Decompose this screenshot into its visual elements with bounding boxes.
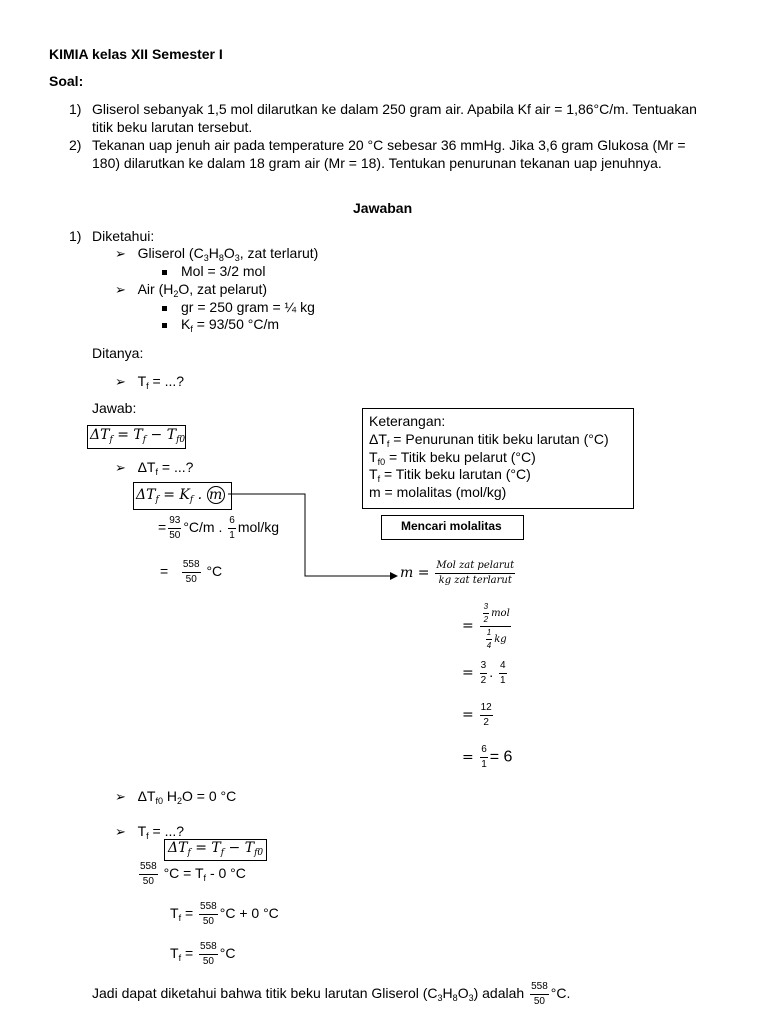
keterangan-line-4: m = molalitas (mol/kg) bbox=[369, 484, 507, 500]
keterangan-title: Keterangan: bbox=[369, 413, 446, 429]
mol-item: Mol = 3/2 mol bbox=[162, 263, 265, 279]
solve-line-1: $\frac{558}{50}$ $^\circ C = T_f - 0$ °C bbox=[140, 861, 246, 887]
question-1-line-1: Gliserol sebanyak 1,5 mol dilarutkan ke dalam 250 gram air. Apabila Kf air = 1,86°C/m. Tentuakan bbox=[92, 101, 697, 117]
tf-question-2: ➢ $T_f$ = ...? bbox=[115, 823, 185, 841]
formula-delta-tf: $\Delta T_f = T_f - T_{f0}$ bbox=[90, 427, 186, 445]
calc-line-2: = $\frac{558}{50}$ °C bbox=[160, 559, 223, 585]
kf-item: $K_f = 93/50$ °C/m bbox=[162, 316, 279, 334]
jawab-label: Jawab: bbox=[92, 400, 137, 416]
ditanya-label: Ditanya: bbox=[92, 345, 144, 361]
answer-heading: Jawaban bbox=[353, 200, 413, 216]
question-2-number: 2) bbox=[69, 137, 82, 153]
molality-step-2: = $\frac{3}{2}$ . $\frac{4}{1}$ bbox=[462, 660, 506, 686]
diketahui-label: Diketahui: bbox=[92, 228, 155, 244]
arrow-bullet-icon: ➢ bbox=[115, 374, 126, 389]
arrow-bullet-icon: ➢ bbox=[115, 460, 126, 475]
molality-step-3: = $\frac{12}{2}$ bbox=[462, 702, 492, 728]
delta-tf-question: ➢ $\Delta T_f$ = ...? bbox=[115, 459, 194, 477]
keterangan-line-1: $\Delta T_f$ = Penurunan titik beku larutan (°C) bbox=[369, 431, 609, 449]
conclusion: Jadi dapat diketahui bahwa titik beku larutan Gliserol $(C_3H_8O_3)$ adalah $\frac{558}{50}$ °C. bbox=[92, 981, 571, 1007]
gliserol-item: ➢ Gliserol ($C_3H_8O_3$, zat terlarut) bbox=[115, 245, 319, 263]
tf-question: ➢ $T_f$ = ...? bbox=[115, 373, 185, 391]
solve-line-3: $T_f$ = $\frac{558}{50}$ °C bbox=[170, 941, 236, 967]
formula-kf-m: $\Delta T_f = K_f$ . m bbox=[136, 486, 225, 505]
air-item: ➢ Air ($H_2O$, zat pelarut) bbox=[115, 281, 268, 299]
soal-label: Soal: bbox=[49, 73, 84, 89]
formula-delta-tf-2: $\Delta T_f = T_f - T_{f0}$ bbox=[168, 840, 264, 858]
answer-1-number: 1) bbox=[69, 228, 82, 244]
delta-tf0-item: ➢ $\Delta T_{f0}$ $H_2O = 0$ °C bbox=[115, 788, 237, 806]
arrow-bullet-icon: ➢ bbox=[115, 282, 126, 297]
question-2-line-1: Tekanan uap jenuh air pada temperature 20 °C sebesar 36 mmHg. Jika 3,6 gram Glukosa (Mr = bbox=[92, 137, 686, 153]
arrow-bullet-icon: ➢ bbox=[115, 789, 126, 804]
mencari-label: Mencari molalitas bbox=[401, 519, 502, 533]
molality-formula: m = $\frac{\text{Mol zat pelarut}}{\text{kg zat terlarut}}$ bbox=[400, 560, 515, 586]
keterangan-line-3: $T_f$ = Titik beku larutan (°C) bbox=[369, 466, 531, 484]
question-2-line-2: 180) dilarutkan ke dalam 18 gram air (Mr = 18). Tentukan penurunan tekanan uap jenuhnya. bbox=[92, 155, 662, 171]
m-circled: m bbox=[207, 486, 225, 504]
solve-line-2: $T_f$ = $\frac{558}{50}$ °C + 0 °C bbox=[170, 901, 279, 927]
calc-line-1: = $\frac{93}{50}$ °C/m . $\frac{6}{1}$ mol/kg bbox=[158, 515, 280, 541]
question-1-line-2: titik beku larutan tersebut. bbox=[92, 119, 253, 135]
molality-step-1: = $\frac{3}{2}$ mol $\frac{1}{4}$ kg bbox=[462, 602, 510, 650]
document-title: KIMIA kelas XII Semester I bbox=[49, 46, 223, 62]
gr-item: gr = 250 gram = ¼ kg bbox=[162, 299, 315, 315]
arrow-bullet-icon: ➢ bbox=[115, 824, 126, 839]
question-1-number: 1) bbox=[69, 101, 82, 117]
keterangan-line-2: $T_{f0}$ = Titik beku pelarut (°C) bbox=[369, 449, 536, 467]
arrow-bullet-icon: ➢ bbox=[115, 246, 126, 261]
molality-step-4: = $\frac{6}{1}$ = 6 bbox=[462, 744, 513, 770]
